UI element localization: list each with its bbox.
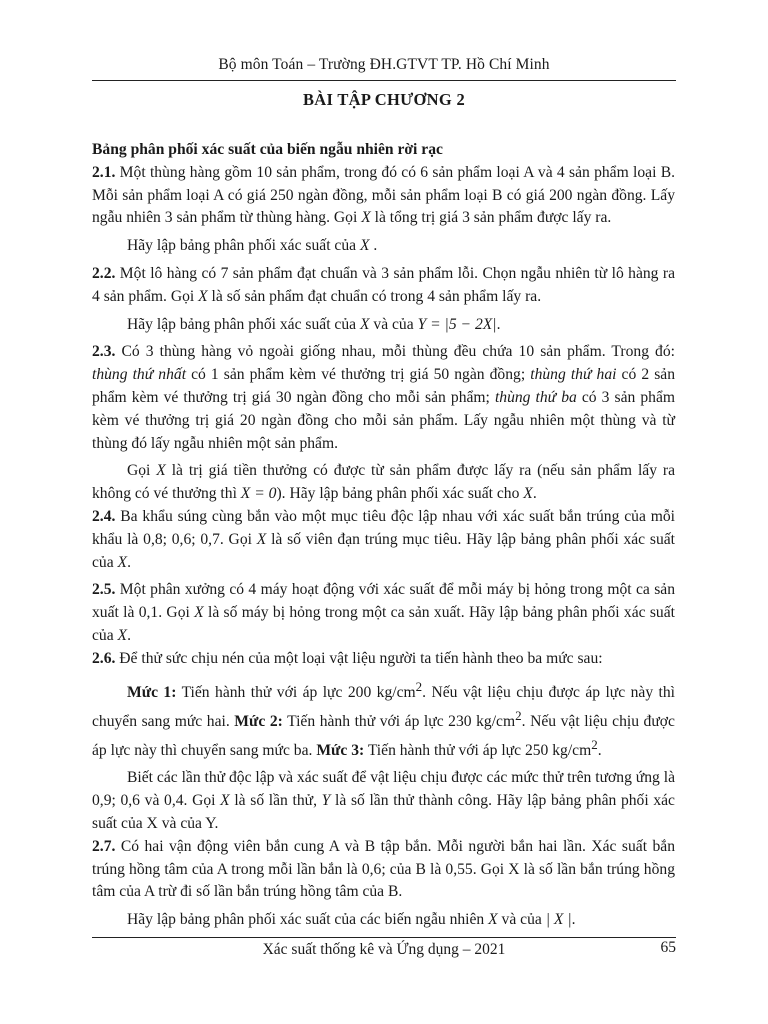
exercise-2-3-question	[92, 460, 675, 506]
var-x: X	[117, 626, 128, 644]
text: Tiến hành thử với áp lực 250 kg/cm	[364, 741, 592, 759]
superscript: 2	[515, 707, 522, 723]
text: .	[127, 626, 131, 644]
text: .	[496, 315, 501, 333]
exercise-2-1	[92, 162, 675, 230]
exercise-2-6	[92, 648, 675, 671]
exercise-number: 2.1.	[92, 163, 116, 181]
formula-abs-x: | X |	[545, 911, 572, 929]
formula-x-zero: X = 0	[240, 485, 277, 503]
formula-y: Y = |5 − 2X|	[417, 315, 497, 333]
text: là số viên đạn trúng mục tiêu. Hãy lập bảng phân phối xác suất của	[92, 530, 676, 571]
level-label: Mức 1:	[127, 683, 177, 701]
exercise-2-2-question	[92, 314, 675, 337]
italic-term: thùng thứ hai	[530, 366, 617, 384]
text: Một phân xưởng có 4 máy hoạt động với xác suất để mỗi máy bị hỏng trong một ca sản xuất là 0,1. Gọi	[92, 581, 675, 622]
exercise-2-7	[92, 836, 675, 904]
text: có 2 sản phẩm kèm vé thưởng trị giá 30 ngàn đồng cho mỗi sản phẩm;	[92, 366, 675, 406]
exercise-2-5	[92, 579, 675, 647]
exercise-number: 2.7.	[92, 837, 116, 855]
text: Hãy lập bảng phân phối xác suất của	[127, 315, 360, 333]
text: Một thùng hàng gồm 10 sản phẩm, trong đó có 6 sản phẩm loại A và 4 sản phẩm loại B. Mỗi sản phẩm loại A có giá 250 ngàn đồng, mỗi sản phẩm loại B có giá 200 ngàn đồng. Lấy ngẫu nhiên 3 sản phẩm từ thùng hàng. Gọi	[92, 163, 675, 227]
text: Tiến hành thử với áp lực 230 kg/cm	[282, 712, 516, 730]
exercise-2-7-question	[92, 909, 675, 932]
var-x: X	[361, 209, 371, 227]
italic-term: thùng thứ ba	[494, 388, 577, 406]
text: Một lô hàng có 7 sản phẩm đạt chuẩn và 3 sản phẩm lỗi. Chọn ngẫu nhiên từ lô hàng ra 4 sản phẩm. Gọi	[92, 264, 675, 305]
text: Có 3 thùng hàng vỏ ngoài giống nhau, mỗi thùng đều chứa 10 sản phẩm. Trong đó:	[115, 343, 675, 361]
text: .	[127, 553, 131, 571]
exercise-2-1-question	[92, 235, 675, 258]
text: ). Hãy lập bảng phân phối xác suất cho	[276, 485, 524, 503]
var-x: X	[488, 911, 498, 929]
exercise-2-3	[92, 341, 675, 455]
var-x: X	[198, 287, 208, 305]
text: . Nếu vật liệu chịu được áp lực này thì chuyển sang mức ba.	[92, 712, 675, 759]
text: .	[369, 237, 378, 255]
exercise-number: 2.6.	[92, 649, 116, 667]
header-rule	[92, 80, 676, 81]
text: . Nếu vật liệu chịu được áp lực này thì chuyển sang mức hai.	[92, 683, 676, 730]
running-footer: Xác suất thống kê và Ứng dụng – 2021	[262, 941, 506, 958]
exercise-number: 2.5.	[92, 581, 116, 599]
var-x: X	[194, 604, 204, 622]
text: .	[532, 485, 537, 503]
exercise-2-6-levels	[92, 676, 675, 763]
exercise-number: 2.3.	[92, 343, 116, 361]
level-label: Mức 2:	[234, 712, 283, 730]
text: Ba khẩu súng cùng bắn vào một mục tiêu độc lập nhau với xác suất bắn trúng của mỗi khẩu là 0,8; 0,6; 0,7. Gọi	[92, 507, 675, 548]
text: Có hai vận động viên bắn cung A và B tập bắn. Mỗi người bắn hai lần. Xác suất bắn trúng hồng tâm của A trong mỗi lần bắn là 0,6; của B là 0,55. Gọi X là số lần bắn trúng hồng tâm của A trừ đi số lần bắn trúng hồng tâm của B.	[92, 837, 675, 901]
var-y: Y	[321, 792, 331, 810]
exercise-content	[92, 139, 675, 932]
var-x: X	[359, 315, 370, 333]
text: Tiến hành thử với áp lực 200 kg/cm	[176, 683, 416, 701]
exercise-2-4	[92, 506, 675, 574]
exercise-number: 2.4.	[92, 507, 116, 525]
chapter-title: BÀI TẬP CHƯƠNG 2	[302, 90, 466, 109]
text: có 3 sản phẩm kèm vé thưởng trị giá 20 ngàn đồng cho mỗi sản phẩm. Lấy ngẫu nhiên một thùng và từ thùng đó lấy ngẫu nhiên một sản phẩm.	[92, 388, 675, 452]
text: Hãy lập bảng phân phối xác suất của các biến ngẫu nhiên	[127, 911, 489, 929]
text: .	[571, 911, 576, 929]
text: là số sản phẩm đạt chuẩn có trong 4 sản phẩm lấy ra.	[207, 287, 542, 305]
var-x: X	[359, 237, 370, 255]
text: Biết các lần thử độc lập và xác suất để vật liệu chịu được các mức thử trên tương ứng là 0,9; 0,6 và 0,4. Gọi	[92, 769, 675, 810]
footer-rule	[92, 937, 676, 938]
section-heading: Bảng phân phối xác suất của biến ngẫu nhiên rời rạc	[92, 141, 443, 158]
var-x: X	[117, 553, 128, 571]
text: và của	[369, 315, 418, 333]
text: Để thử sức chịu nén của một loại vật liệu người ta tiến hành theo ba mức sau:	[115, 649, 603, 667]
running-header: Bộ môn Toán – Trường ĐH.GTVT TP. Hồ Chí Minh	[218, 56, 550, 73]
text: Gọi	[127, 462, 157, 480]
text: .	[597, 741, 602, 759]
italic-term: thùng thứ nhất	[92, 366, 187, 384]
var-x: X	[220, 792, 230, 810]
superscript: 2	[415, 678, 423, 694]
text: là tổng trị giá 3 sản phẩm được lấy ra.	[370, 209, 612, 227]
page-number: 65	[660, 939, 676, 956]
superscript: 2	[591, 736, 598, 752]
text: và của	[497, 911, 546, 929]
var-x: X	[523, 485, 533, 503]
level-label: Mức 3:	[316, 741, 365, 759]
exercise-number: 2.2.	[92, 264, 116, 282]
var-x: X	[256, 530, 267, 548]
text: là số lần thử,	[229, 792, 322, 810]
text: có 1 sản phẩm kèm vé thưởng trị giá 50 ngàn đồng;	[186, 366, 531, 384]
var-x: X	[156, 462, 166, 480]
text: là trị giá tiền thưởng có được từ sản phẩm được lấy ra (nếu sản phẩm lấy ra không có vé thưởng thì	[92, 462, 675, 503]
exercise-2-6-question	[92, 767, 675, 835]
text: là số máy bị hỏng trong một ca sản xuất. Hãy lập bảng phân phối xác suất của	[92, 604, 675, 644]
text: là số lần thử thành công. Hãy lập bảng phân phối xác suất của X và của Y.	[92, 792, 675, 833]
text: Hãy lập bảng phân phối xác suất của	[127, 237, 360, 255]
exercise-2-2	[92, 263, 675, 309]
